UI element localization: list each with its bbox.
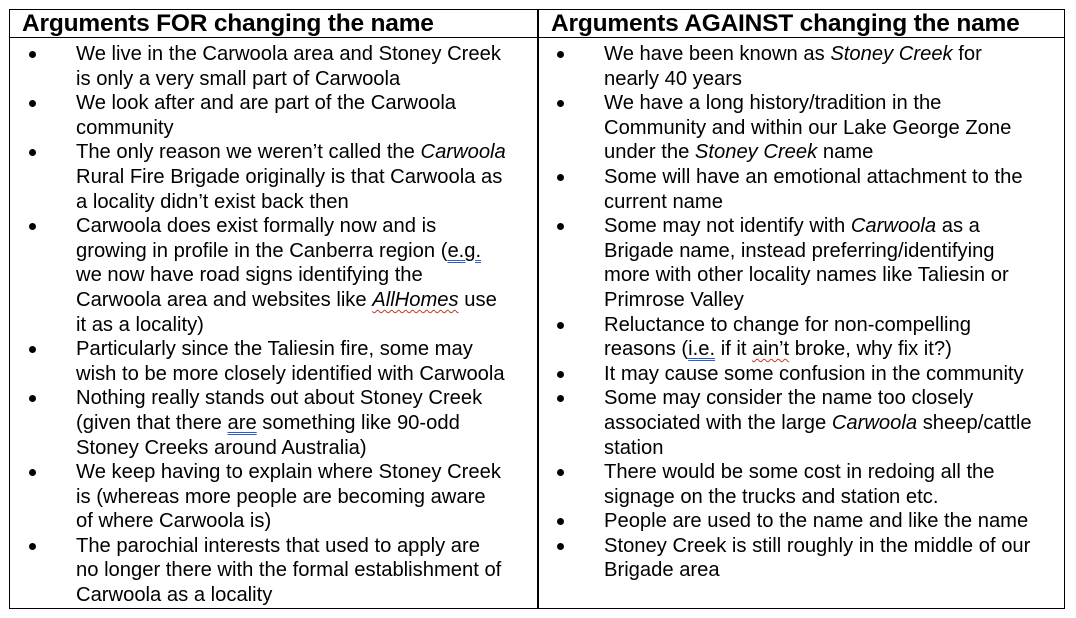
list-item xyxy=(539,42,1066,91)
bullet-icon xyxy=(557,543,564,550)
text-run: for xyxy=(952,43,982,65)
bullet-icon xyxy=(29,395,36,402)
italic-text: Stoney Creek xyxy=(830,43,953,65)
list-item xyxy=(539,362,1066,387)
text-run: We have been known as xyxy=(604,43,831,65)
bullet-icon xyxy=(557,518,564,525)
italic-text: Stoney Creek xyxy=(694,141,818,164)
text-run: something like 90-odd xyxy=(256,411,460,434)
header-against: Arguments AGAINST changing the name xyxy=(551,10,1020,37)
text-run: associated with the large xyxy=(604,411,832,434)
text-run: use xyxy=(458,288,497,311)
list-item xyxy=(539,165,1066,214)
item-text: People are used to the name and like the name xyxy=(604,510,1029,533)
item-text: more with other locality names like Taliesin or xyxy=(604,264,1009,287)
grammar-underlined-text: e.g. xyxy=(447,239,482,262)
text-run: if it xyxy=(715,338,753,361)
item-text: Rural Fire Brigade originally is that Carwoola as xyxy=(76,165,503,188)
bullet-icon xyxy=(557,371,564,378)
text-run: growing in profile in the Canberra region ( xyxy=(76,239,448,262)
against-column xyxy=(539,42,1066,583)
item-text xyxy=(76,411,535,436)
item-text: of where Carwoola is) xyxy=(76,510,272,533)
item-text: Brigade name, instead preferring/identifying xyxy=(604,239,995,262)
bullet-icon xyxy=(29,346,36,353)
bullet-icon xyxy=(29,149,36,156)
list-item xyxy=(10,386,537,460)
list-item xyxy=(539,313,1066,362)
list-item xyxy=(10,140,537,214)
for-column xyxy=(10,42,537,608)
item-text: Carwoola as a locality xyxy=(76,584,273,607)
text-run: The only reason we weren’t called the xyxy=(76,141,421,164)
item-text xyxy=(604,214,1064,239)
item-text: Nothing really stands out about Stoney Creek xyxy=(76,387,483,410)
text-run: Some may not identify with xyxy=(604,215,851,238)
grammar-underlined-text: are xyxy=(227,411,257,434)
item-text: It may cause some confusion in the community xyxy=(604,362,1024,385)
list-item xyxy=(10,42,537,91)
item-text: Reluctance to change for non-compelling xyxy=(604,313,971,336)
item-text: current name xyxy=(604,190,723,213)
list-item xyxy=(539,91,1066,165)
bullet-icon xyxy=(557,322,564,329)
item-text: Some will have an emotional attachment to the xyxy=(604,165,1023,188)
bullet-icon xyxy=(557,51,564,58)
item-text: Particularly since the Taliesin fire, some may xyxy=(76,338,473,361)
text-run: reasons ( xyxy=(604,338,689,361)
item-text: Stoney Creek is still roughly in the middle of our xyxy=(604,534,1031,557)
spellcheck-underlined-text: AllHomes xyxy=(372,288,459,311)
item-text xyxy=(76,288,535,313)
list-item xyxy=(10,534,537,608)
bullet-icon xyxy=(557,223,564,230)
item-text: Stoney Creeks around Australia) xyxy=(76,436,367,459)
list-item xyxy=(10,214,537,337)
header-for: Arguments FOR changing the name xyxy=(22,10,434,37)
item-text xyxy=(76,140,535,165)
italic-text: Carwoola xyxy=(420,141,506,164)
list-item xyxy=(10,337,537,386)
text-run: Carwoola area and websites like xyxy=(76,288,373,311)
item-text: We keep having to explain where Stoney Creek xyxy=(76,461,501,484)
item-text: we now have road signs identifying the xyxy=(76,264,423,287)
bullet-icon xyxy=(557,395,564,402)
bullet-icon xyxy=(557,469,564,476)
text-run: sheep/cattle xyxy=(917,411,1032,434)
bullet-icon xyxy=(29,469,36,476)
item-text: Carwoola does exist formally now and is xyxy=(76,215,437,238)
bullet-icon xyxy=(557,100,564,107)
bullet-icon xyxy=(29,51,36,58)
item-text: Community and within our Lake George Zone xyxy=(604,116,1012,139)
item-text: a locality didn’t exist back then xyxy=(76,190,349,213)
item-text xyxy=(604,42,1064,67)
item-text: We have a long history/tradition in the xyxy=(604,92,942,115)
text-run: under the xyxy=(604,141,695,164)
for-list xyxy=(10,42,537,608)
item-text: The parochial interests that used to apply are xyxy=(76,534,480,557)
italic-text: Carwoola xyxy=(850,215,937,238)
item-text xyxy=(604,411,1064,436)
bullet-icon xyxy=(29,223,36,230)
item-text: community xyxy=(76,116,174,139)
item-text: There would be some cost in redoing all the xyxy=(604,461,995,484)
item-text: is (whereas more people are becoming aware xyxy=(76,485,486,508)
text-run: (given that there xyxy=(76,411,228,434)
item-text xyxy=(604,337,1064,362)
item-text: We live in the Carwoola area and Stoney Creek xyxy=(76,43,501,65)
item-text xyxy=(76,239,535,264)
text-run: broke, why fix it?) xyxy=(789,338,952,361)
item-text: Primrose Valley xyxy=(604,288,744,311)
against-list xyxy=(539,42,1066,583)
item-text: wish to be more closely identified with Carwoola xyxy=(76,362,505,385)
item-text: nearly 40 years xyxy=(604,67,743,90)
item-text: Brigade area xyxy=(604,559,720,582)
list-item xyxy=(539,386,1066,460)
list-item xyxy=(539,214,1066,312)
item-text: signage on the trucks and station etc. xyxy=(604,485,939,508)
item-text: it as a locality) xyxy=(76,313,204,336)
spellcheck-underlined-text: ain’t xyxy=(752,338,790,361)
item-text: We look after and are part of the Carwoola xyxy=(76,92,457,115)
bullet-icon xyxy=(29,543,36,550)
list-item xyxy=(10,91,537,140)
item-text: station xyxy=(604,436,664,459)
list-item xyxy=(539,509,1066,534)
list-item xyxy=(539,534,1066,583)
item-text: is only a very small part of Carwoola xyxy=(76,67,401,90)
text-run: as a xyxy=(936,215,980,238)
italic-text: Carwoola xyxy=(831,411,918,434)
grammar-underlined-text: i.e. xyxy=(688,338,716,361)
bullet-icon xyxy=(557,174,564,181)
item-text: Some may consider the name too closely xyxy=(604,387,974,410)
list-item xyxy=(539,460,1066,509)
text-run: name xyxy=(817,141,874,164)
item-text xyxy=(604,140,1064,165)
list-item xyxy=(10,460,537,534)
arguments-table xyxy=(9,9,1065,609)
item-text: no longer there with the formal establishment of xyxy=(76,559,502,582)
bullet-icon xyxy=(29,100,36,107)
